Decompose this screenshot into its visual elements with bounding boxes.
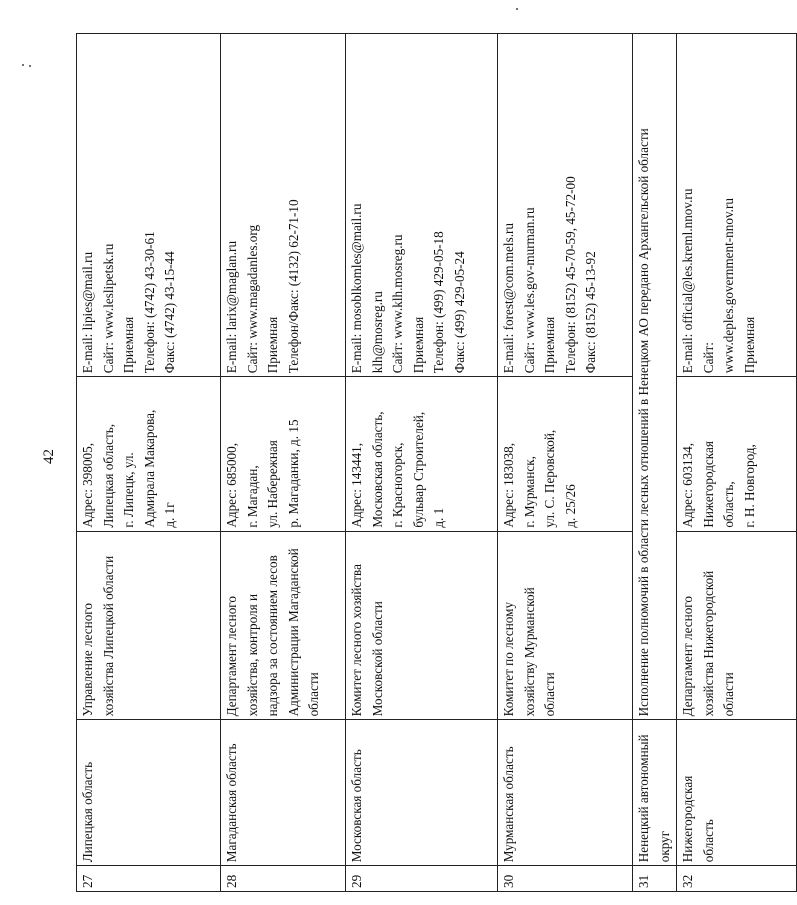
contacts-cell-line: E-mail: larix@maglan.ru [224, 240, 239, 374]
organization-cell [77, 531, 221, 720]
organization-cell [346, 531, 498, 720]
contacts-cell [498, 34, 633, 377]
row-number: 32 [677, 866, 797, 892]
contacts-cell-line: Телефон/Факс: (4132) 62-71-10 [285, 199, 301, 374]
organization-cell [498, 531, 633, 720]
contacts-cell-line: klh@mosreg.ru [369, 291, 385, 374]
organization-cell-line: области [542, 672, 557, 717]
address-cell [77, 377, 221, 531]
organization-cell-line: хозяйства Нижегородской [700, 570, 716, 717]
merged-note-cell: Исполнение полномочий в области лесных отношений в Ненецком АО передано Архангельской области [633, 34, 677, 720]
contacts-cell [677, 34, 797, 377]
contacts-cell-line: Сайт: www.les.gov-murman.ru [521, 207, 537, 374]
contacts-cell-line: www.deples.government-nnov.ru [721, 198, 736, 374]
region-cell-line: Ненецкий автономный [636, 734, 651, 863]
address-cell-line: Адрес: 183038, [501, 442, 516, 528]
organization-cell-line: Департамент лесного [680, 596, 695, 717]
address-cell-line: Липецкая область, [100, 423, 116, 528]
organization-cell-line: Московской области [369, 601, 385, 717]
address-cell-line: г. Н. Новгород, [741, 444, 757, 528]
contacts-cell-line: Сайт: www.magadanles.org [244, 224, 260, 374]
region-cell-line: Магаданская область [224, 743, 239, 863]
organization-cell-line: области [721, 672, 736, 717]
contacts-cell-line: Приемная [121, 316, 136, 374]
address-cell-line: ул. С. Перовской, [542, 429, 557, 528]
contacts-cell [346, 34, 498, 377]
forestry-contacts-table [76, 33, 797, 892]
organization-cell-line: Администрации Магаданской [285, 548, 301, 717]
row-number: 29 [346, 866, 498, 892]
organization-cell-line: хозяйству Мурманской [521, 587, 537, 717]
region-cell [677, 720, 797, 866]
organization-cell-line: Комитет лесного хозяйства [349, 564, 364, 717]
organization-cell-line: Департамент лесного [224, 596, 239, 717]
address-cell-line: г. Мурманск, [521, 456, 537, 528]
region-cell [633, 720, 677, 866]
address-cell-line: д. 1г [162, 502, 177, 528]
table-row [221, 34, 346, 892]
region-cell-line: округ [656, 830, 672, 863]
scan-speck [22, 64, 24, 66]
address-cell [346, 377, 498, 531]
table-row [346, 34, 498, 892]
region-cell [498, 720, 633, 866]
region-cell-line: область [700, 819, 716, 863]
organization-cell-line: Управление лесного [80, 603, 95, 717]
region-cell [346, 720, 498, 866]
organization-cell [677, 531, 797, 720]
address-cell-line: Адрес: 685000, [224, 442, 239, 528]
region-cell-line: Липецкая область [80, 761, 95, 863]
contacts-cell-line: Приемная [741, 316, 757, 374]
address-cell-line: Адмирала Макарова, [141, 409, 157, 528]
address-cell [221, 377, 346, 531]
address-cell-line: Нижегородская [700, 441, 716, 528]
scan-speck [516, 8, 518, 10]
address-cell-line: д. 25/26 [562, 484, 578, 528]
page-number: 42 [41, 449, 57, 464]
organization-cell [221, 531, 346, 720]
rotated-table-container [76, 33, 757, 892]
address-cell-line: д. 1 [431, 507, 446, 528]
contacts-cell-line: Приемная [542, 316, 557, 374]
contacts-cell-line: Сайт: www.leslipetsk.ru [100, 243, 116, 374]
address-cell-line: Адрес: 143441, [349, 442, 364, 528]
table-row [498, 34, 633, 892]
address-cell-line: бульвар Строителей, [410, 411, 426, 528]
address-cell-line: Адрес: 398005, [80, 442, 95, 528]
address-cell-line: Адрес: 603134, [680, 442, 695, 528]
organization-cell-line: области [306, 672, 321, 717]
region-cell [221, 720, 346, 866]
region-cell-line: Московская область [349, 749, 364, 863]
contacts-cell-line: Сайт: www.klh.mosreg.ru [390, 234, 405, 374]
contacts-cell-line: E-mail: forest@com.mels.ru [501, 223, 516, 374]
contacts-cell-line: Приемная [265, 316, 280, 374]
address-cell-line: г. Магадан, [244, 465, 260, 528]
table-row [633, 34, 677, 892]
contacts-cell-line: E-mail: lipies@mail.ru [80, 251, 95, 374]
organization-cell-line: хозяйства, контроля и [244, 593, 260, 717]
address-cell [498, 377, 633, 531]
table-row [77, 34, 221, 892]
row-number: 31 [633, 866, 677, 892]
address-cell-line: г. Липецк, ул. [121, 452, 136, 528]
organization-cell-line: хозяйства Липецкой области [100, 555, 116, 717]
scan-speck [29, 65, 31, 67]
contacts-cell [221, 34, 346, 377]
organization-cell-line: надзора за состоянием лесов [265, 555, 280, 717]
region-cell-line: Мурманская область [501, 746, 516, 863]
contacts-cell-line: Приемная [410, 316, 426, 374]
contacts-cell-line: E-mail: mosoblkomles@mail.ru [349, 203, 364, 374]
contacts-cell-line: E-mail: official@les.kreml.nnov.ru [680, 188, 695, 374]
address-cell-line: Московская область, [369, 411, 385, 528]
contacts-cell-line: Телефон: (8152) 45-70-59, 45-72-00 [562, 176, 578, 374]
address-cell [677, 377, 797, 531]
organization-cell-line: Комитет по лесному [501, 601, 516, 717]
contacts-cell-line: Факс: (8152) 45-13-92 [583, 251, 598, 374]
row-number: 27 [77, 866, 221, 892]
region-cell [77, 720, 221, 866]
contacts-cell [77, 34, 221, 377]
contacts-cell-line: Факс: (4742) 43-15-44 [162, 251, 177, 374]
contacts-cell-line: Телефон: (499) 429-05-18 [431, 231, 446, 374]
table-row [677, 34, 797, 892]
address-cell-line: г. Красногорск, [390, 442, 405, 528]
address-cell-line: ул. Набережная [265, 440, 280, 528]
contacts-cell-line: Сайт: [700, 342, 716, 374]
row-number: 30 [498, 866, 633, 892]
contacts-cell-line: Факс: (499) 429-05-24 [451, 251, 467, 374]
contacts-cell-line: Телефон: (4742) 43-30-61 [141, 231, 157, 374]
row-number: 28 [221, 866, 346, 892]
address-cell-line: область, [721, 481, 736, 528]
region-cell-line: Нижегородская [680, 775, 695, 863]
address-cell-line: р. Магаданки, д. 15 [285, 419, 301, 528]
